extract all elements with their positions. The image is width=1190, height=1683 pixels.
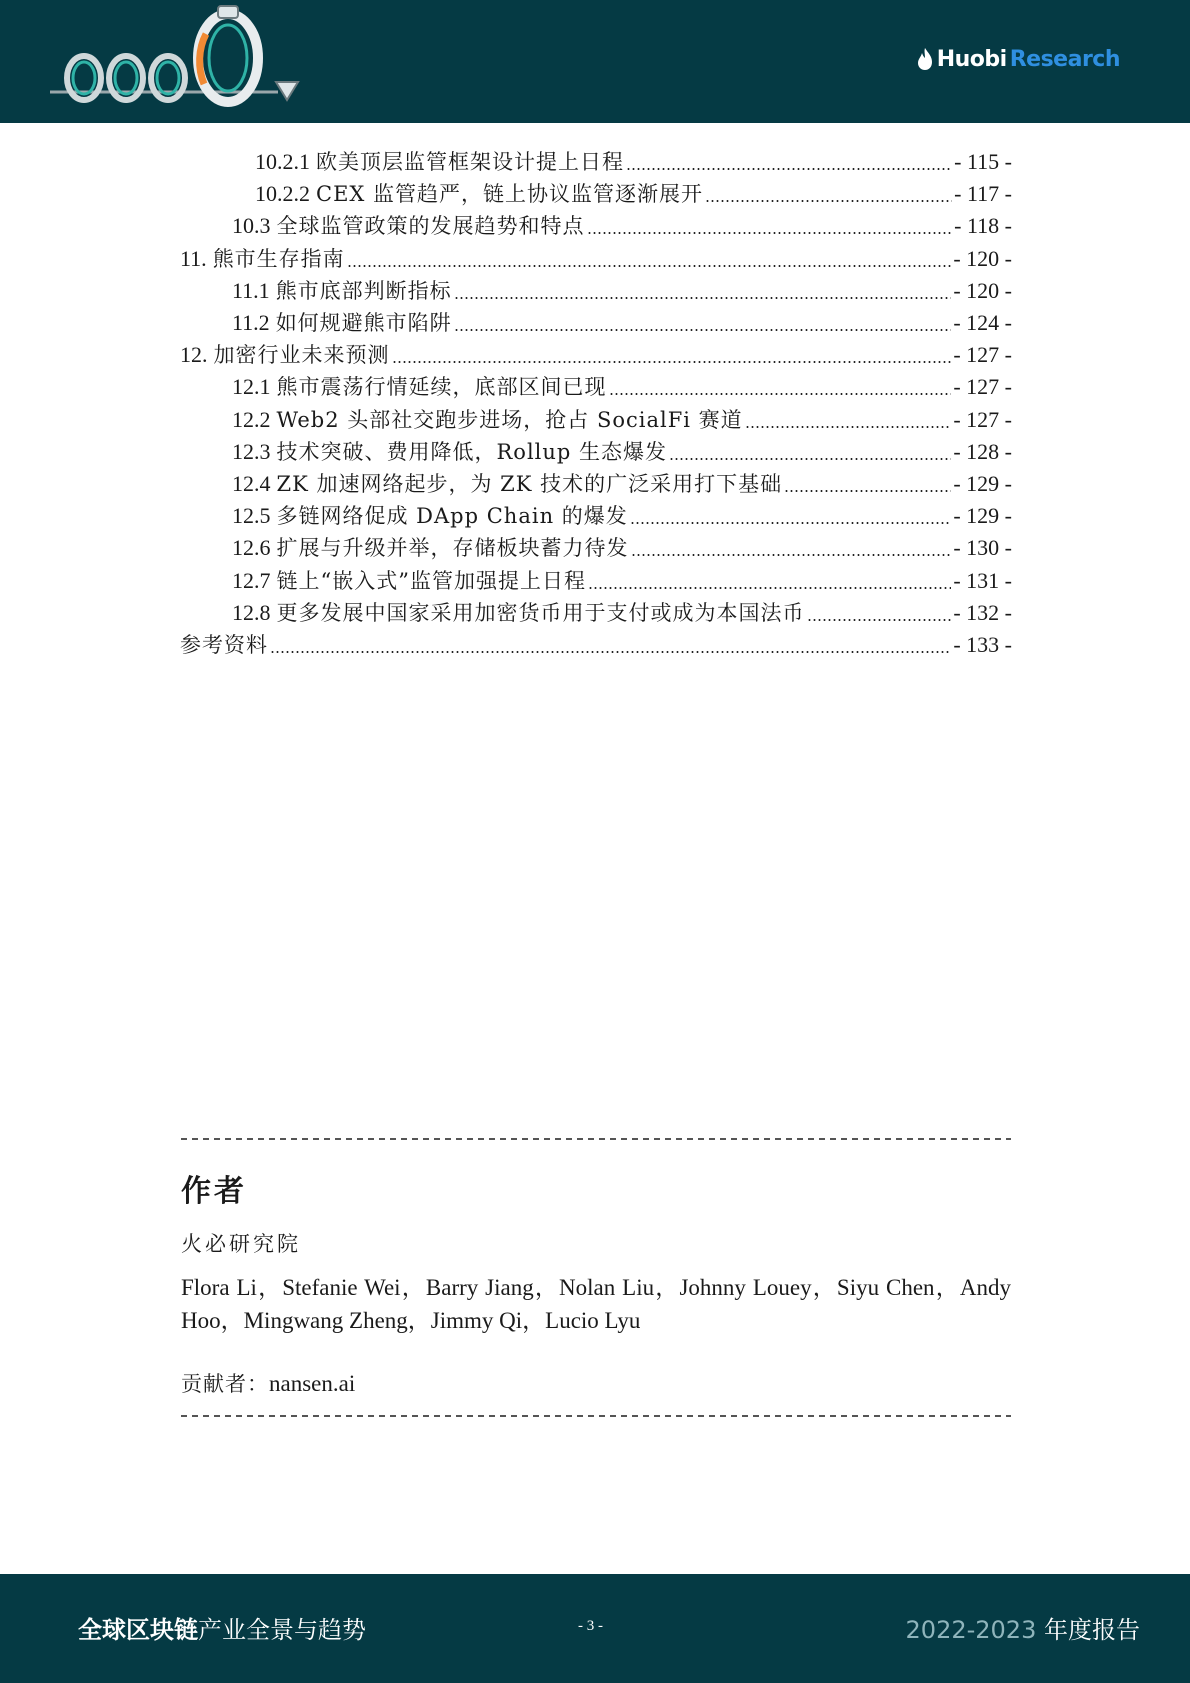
- toc-entry-text: 加密行业未来预测: [213, 343, 390, 368]
- footer-year: 2022-2023: [905, 1616, 1037, 1644]
- toc-entry[interactable]: [180, 500, 1012, 532]
- toc-entry[interactable]: [180, 532, 1012, 564]
- toc-entry-title: [232, 371, 607, 403]
- toc-entry-page: - 124 -: [953, 310, 1012, 335]
- toc-entry-number: 12.3: [232, 438, 271, 464]
- toc-entry-text: ZK 加速网络起步，为 ZK 技术的广泛采用打下基础: [276, 472, 783, 496]
- toc-entry-title: [232, 500, 628, 532]
- toc-entry-title: [180, 243, 345, 275]
- chain-link-illustration: [48, 4, 310, 112]
- footer-annual-report: [906, 1610, 1140, 1645]
- toc-dot-leader: [347, 265, 952, 267]
- toc-entry-title: [232, 210, 585, 242]
- toc-entry-number: 12.1: [232, 374, 271, 400]
- toc-entry[interactable]: [180, 436, 1012, 468]
- toc-entry[interactable]: [180, 371, 1012, 403]
- toc-entry-number: 11.2: [232, 310, 270, 335]
- toc-entry-number: 12.5: [232, 503, 271, 529]
- toc-dot-leader: [626, 168, 952, 170]
- toc-entry-number: 12.4: [232, 471, 271, 496]
- toc-entry[interactable]: [180, 339, 1012, 371]
- toc-entry-number: 12.7: [232, 567, 271, 593]
- brand-research: Research: [1009, 46, 1120, 72]
- toc-entry-text: 熊市震荡行情延续，底部区间已现: [276, 375, 607, 400]
- toc-dot-leader: [454, 329, 952, 331]
- toc-entry[interactable]: [180, 629, 1012, 661]
- huobi-research-logo: [916, 44, 1120, 74]
- toc-entry-text: 欧美顶层监管框架设计提上日程: [316, 150, 624, 174]
- toc-entry-page: - 115 -: [954, 149, 1012, 174]
- toc-dot-leader: [745, 426, 952, 428]
- toc-dot-leader: [587, 232, 953, 234]
- flame-icon: [916, 47, 934, 71]
- toc-entry-text: 链上“嵌入式”监管加强提上日程: [276, 568, 586, 593]
- toc-dot-leader: [784, 490, 951, 492]
- toc-entry-text: 技术突破、费用降低，Rollup 生态爆发: [276, 439, 668, 464]
- toc-entry-number: 12.2: [232, 406, 271, 432]
- footer-title-bold: 全球区块链: [78, 1616, 198, 1644]
- toc-dot-leader: [705, 200, 952, 202]
- toc-entry-title: [232, 307, 452, 339]
- footer-report-title: [78, 1610, 366, 1645]
- toc-entry-page: - 127 -: [953, 342, 1012, 368]
- dashed-divider-bottom: [181, 1415, 1011, 1417]
- toc-entry-number: 11.: [180, 245, 207, 271]
- toc-entry-text: CEX 监管趋严，链上协议监管逐渐展开: [316, 182, 704, 207]
- toc-entry[interactable]: [180, 597, 1012, 629]
- contributor-line: [181, 1368, 355, 1398]
- toc-entry-number: 10.3: [232, 213, 271, 239]
- page-header: [0, 0, 1190, 123]
- toc-entry-page: - 132 -: [953, 599, 1012, 625]
- toc-entry-page: - 120 -: [953, 245, 1012, 271]
- toc-entry-page: - 130 -: [953, 535, 1012, 561]
- toc-entry[interactable]: [180, 243, 1012, 275]
- toc-entry-number: 11.1: [232, 277, 270, 303]
- toc-entry-page: - 131 -: [953, 567, 1012, 593]
- toc-entry-title: [255, 178, 703, 210]
- toc-entry-page: - 133 -: [953, 632, 1012, 657]
- dashed-divider-top: [181, 1138, 1011, 1140]
- toc-entry-title: [232, 404, 743, 436]
- toc-entry-title: [180, 339, 390, 371]
- contributor-name: nansen.ai: [269, 1371, 356, 1396]
- toc-entry-number: 10.2.2: [255, 181, 310, 207]
- toc-entry[interactable]: [180, 210, 1012, 242]
- toc-dot-leader: [270, 651, 951, 653]
- contributor-label: 贡献者：: [181, 1372, 269, 1396]
- toc-entry-title: [180, 629, 268, 661]
- toc-entry-text: Web2 头部社交跑步进场，抢占 SocialFi 赛道: [276, 407, 743, 432]
- toc-entry-text: 全球监管政策的发展趋势和特点: [276, 214, 585, 239]
- toc-dot-leader: [454, 297, 952, 299]
- authors-org: 火必研究院: [181, 1232, 301, 1256]
- toc-dot-leader: [392, 361, 952, 363]
- toc-dot-leader: [669, 458, 951, 460]
- footer-page-number: - 3 -: [578, 1618, 603, 1634]
- toc-dot-leader: [807, 619, 952, 621]
- toc-entry-number: 12.: [180, 342, 208, 368]
- toc-entry-title: [232, 532, 629, 564]
- footer-title-rest: 产业全景与趋势: [198, 1616, 366, 1644]
- toc-entry-text: 参考资料: [180, 633, 268, 657]
- toc-entry-page: - 129 -: [953, 503, 1012, 529]
- toc-dot-leader: [609, 393, 952, 395]
- toc-entry-text: 熊市底部判断指标: [275, 278, 452, 303]
- toc-entry-text: 熊市生存指南: [212, 246, 345, 271]
- toc-entry[interactable]: [180, 275, 1012, 307]
- toc-entry-title: [232, 565, 586, 597]
- toc-entry-title: [232, 275, 452, 307]
- toc-entry-text: 扩展与升级并举，存储板块蓄力待发: [276, 536, 629, 561]
- toc-entry-title: [255, 146, 624, 178]
- toc-entry[interactable]: [180, 565, 1012, 597]
- toc-entry[interactable]: [180, 404, 1012, 436]
- toc-entry-title: [232, 468, 782, 500]
- toc-entry-number: 12.6: [232, 535, 271, 561]
- authors-heading: 作者: [181, 1174, 247, 1209]
- toc-entry-page: - 127 -: [953, 374, 1012, 400]
- toc-entry-text: 如何规避熊市陷阱: [275, 311, 452, 335]
- toc-dot-leader: [630, 522, 952, 524]
- toc-entry[interactable]: [180, 178, 1012, 210]
- brand-huobi: Huobi: [936, 46, 1007, 72]
- toc-entry-title: [232, 597, 805, 629]
- toc-entry-text: 多链网络促成 DApp Chain 的爆发: [276, 504, 628, 529]
- toc-entry-page: - 118 -: [954, 213, 1012, 239]
- authors-names: Flora Li，Stefanie Wei，Barry Jiang，Nolan Liu，Johnny Louey，Siyu Chen，Andy Hoo，Mingwang Zheng，Jimmy Qi，Lucio Lyu: [181, 1275, 1011, 1333]
- toc-entry-page: - 129 -: [953, 471, 1012, 496]
- toc-entry-page: - 120 -: [953, 277, 1012, 303]
- toc-entry-page: - 127 -: [953, 406, 1012, 432]
- toc-dot-leader: [588, 587, 951, 589]
- toc-entry-title: [232, 436, 667, 468]
- toc-entry-page: - 128 -: [953, 438, 1012, 464]
- toc-entry[interactable]: [180, 307, 1012, 339]
- toc-entry[interactable]: [180, 146, 1012, 178]
- toc-dot-leader: [631, 554, 952, 556]
- page-footer: [0, 1574, 1190, 1683]
- toc-entry-number: 10.2.1: [255, 149, 310, 174]
- toc-entry[interactable]: [180, 468, 1012, 500]
- toc-entry-number: 12.8: [232, 599, 271, 625]
- footer-report-label: 年度报告: [1044, 1616, 1140, 1644]
- toc-entry-page: - 117 -: [954, 181, 1012, 207]
- toc-entry-text: 更多发展中国家采用加密货币用于支付或成为本国法币: [276, 600, 805, 625]
